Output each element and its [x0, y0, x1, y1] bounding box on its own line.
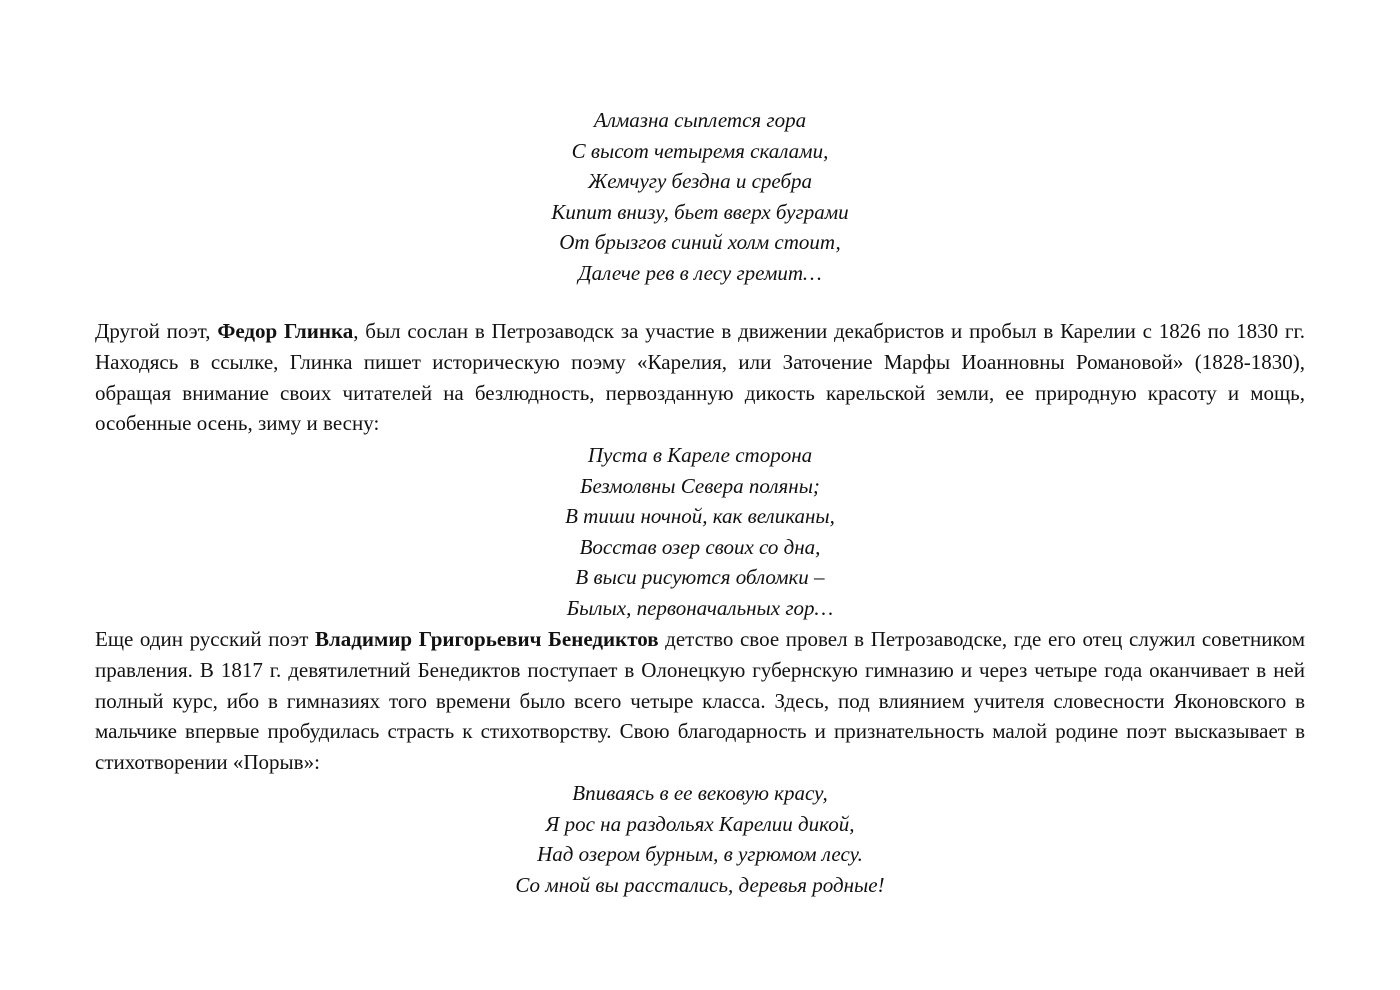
- poem-line: Алмазна сыплется гора: [593, 108, 807, 132]
- paragraph-text: детство свое провел в Петрозаводске, где его отец служил советником правления. В 1817 г. девятилетний Бенедиктов поступает в Олонецкую губернскую гимназию и через четыре года оканчивает в ней полный курс, ибо в гимназиях того времени было всего четыре класса. Здесь, под влиянием учителя словесности Яконовского в мальчике впервые пробудилась страсть к стихотворству. Свою благодарность и признательность малой родине поэт высказывает в стихотворении «Порыв»:: [95, 627, 1305, 775]
- poem-line: В тиши ночной, как великаны,: [565, 504, 835, 529]
- poem-line: Со мной вы расстались, деревья родные!: [515, 872, 885, 897]
- poem-stanza-2: [0, 440, 1400, 624]
- poem-line: Далече рев в лесу гремит…: [578, 260, 822, 285]
- poem-line: В выси рисуются обломки –: [575, 565, 825, 590]
- poem-line: Восстав озер своих со дна,: [579, 534, 821, 559]
- poem-line: Безмолвны Севера поляны;: [580, 473, 820, 498]
- paragraph-glinka: [95, 316, 1305, 439]
- poem-stanza-1: [0, 105, 1400, 289]
- paragraph-text: Еще один русский поэт: [95, 627, 316, 651]
- poet-name-glinka: Федор Глинка: [217, 319, 354, 343]
- poem-line: С высот четыремя скалами,: [571, 138, 829, 163]
- poem-line: Над озером бурным, в угрюмом лесу.: [537, 842, 863, 867]
- poem-line: Жемчугу бездна и сребра: [587, 169, 813, 194]
- paragraph-benediktov: [95, 624, 1305, 778]
- poem-line: Впиваясь в ее вековую красу,: [572, 781, 828, 805]
- poet-name-benediktov: Владимир Григорьевич Бенедиктов: [315, 627, 659, 651]
- paragraph-text: Другой поэт,: [95, 319, 218, 343]
- poem-line: Я рос на раздольях Карелии дикой,: [545, 811, 855, 836]
- poem-line: Былых, первоначальных гор…: [566, 595, 834, 620]
- poem-stanza-3: [0, 778, 1400, 900]
- paragraph-text: , был сослан в Петрозаводск за участие в движении декабристов и пробыл в Карелии с 1826 по 1830 гг. Находясь в ссылке, Глинка пишет историческую поэму «Карелия, или Заточение Марфы Иоанновны Романовой» (1828-1830), обращая внимание своих читателей на безлюдность, первозданную дикость карельской земли, ее природную красоту и мощь, особенные осень, зиму и весну:: [95, 319, 1306, 436]
- poem-line: Кипит внизу, бьет вверх буграми: [551, 199, 849, 224]
- poem-line: Пуста в Кареле сторона: [587, 443, 813, 467]
- poem-line: От брызгов синий холм стоит,: [559, 230, 841, 255]
